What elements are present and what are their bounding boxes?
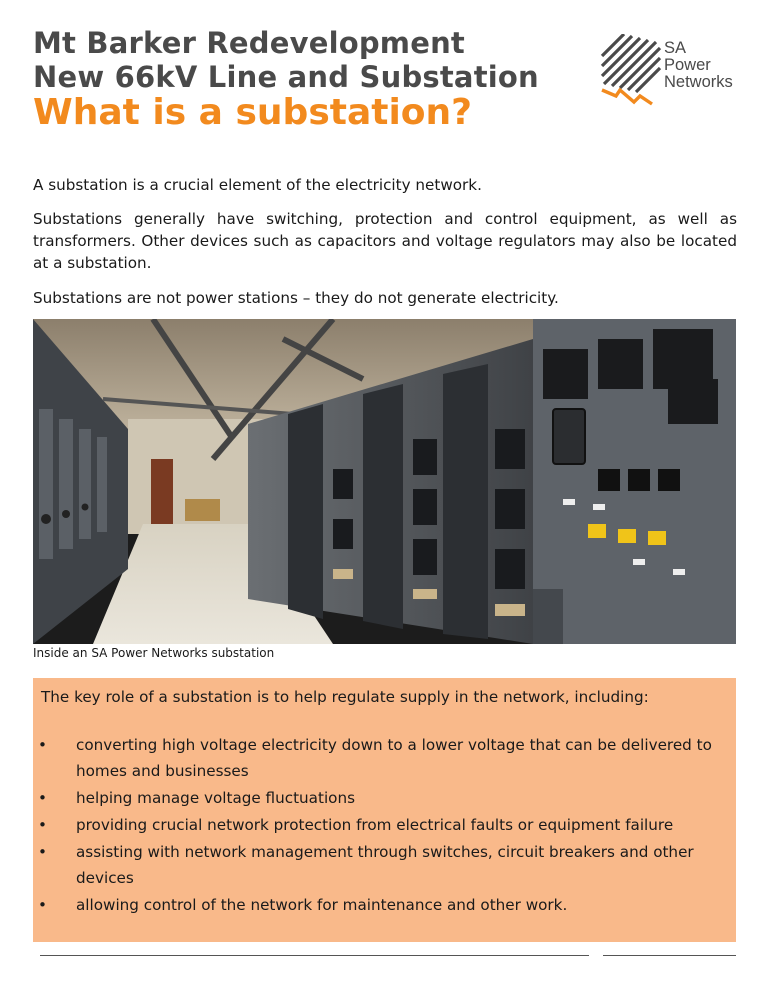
footer-divider-right xyxy=(603,955,736,956)
logo-text-sa: SA xyxy=(664,39,687,57)
bullet-icon: • xyxy=(38,789,47,807)
bullet-icon: • xyxy=(38,736,47,754)
footer-divider-left xyxy=(40,955,589,956)
title-line-2: New 66kV Line and Substation xyxy=(33,60,539,94)
bullet-icon: • xyxy=(38,816,47,834)
list-item xyxy=(33,785,736,811)
company-logo xyxy=(600,34,740,108)
list-item xyxy=(33,732,736,784)
list-item-text: helping manage voltage fluctuations xyxy=(76,789,355,807)
logo-wordmark xyxy=(664,40,733,91)
intro-paragraph: A substation is a crucial element of the electricity network. xyxy=(33,176,482,194)
list-item xyxy=(33,892,736,918)
list-item-text: assisting with network management through switches, circuit breakers and other devices xyxy=(76,843,694,887)
equipment-paragraph: Substations generally have switching, protection and control equipment, as well as transformers. Other devices such as capacitors and voltage regulators may also be located at a substation. xyxy=(33,210,737,272)
list-item xyxy=(33,839,736,891)
photo-caption: Inside an SA Power Networks substation xyxy=(33,646,275,660)
not-power-station-paragraph: Substations are not power stations – they do not generate electricity. xyxy=(33,289,559,307)
list-item xyxy=(33,812,736,838)
bullet-icon: • xyxy=(38,896,47,914)
page-title: What is a substation? xyxy=(33,92,473,133)
list-item-text: converting high voltage electricity down to a lower voltage that can be delivered to homes and businesses xyxy=(76,736,712,780)
key-role-list xyxy=(33,732,736,919)
substation-interior-illustration xyxy=(33,319,736,644)
stripes-logo-icon xyxy=(600,34,662,108)
logo-text-networks: Networks xyxy=(664,73,733,91)
list-item-text: allowing control of the network for maintenance and other work. xyxy=(76,896,568,914)
substation-photo xyxy=(33,319,736,644)
key-role-box xyxy=(33,678,736,942)
bullet-icon: • xyxy=(38,843,47,861)
logo-text-power: Power xyxy=(664,56,711,74)
title-line-1: Mt Barker Redevelopment xyxy=(33,26,465,60)
key-role-lead: The key role of a substation is to help regulate supply in the network, including: xyxy=(41,688,649,706)
list-item-text: providing crucial network protection from electrical faults or equipment failure xyxy=(76,816,674,834)
